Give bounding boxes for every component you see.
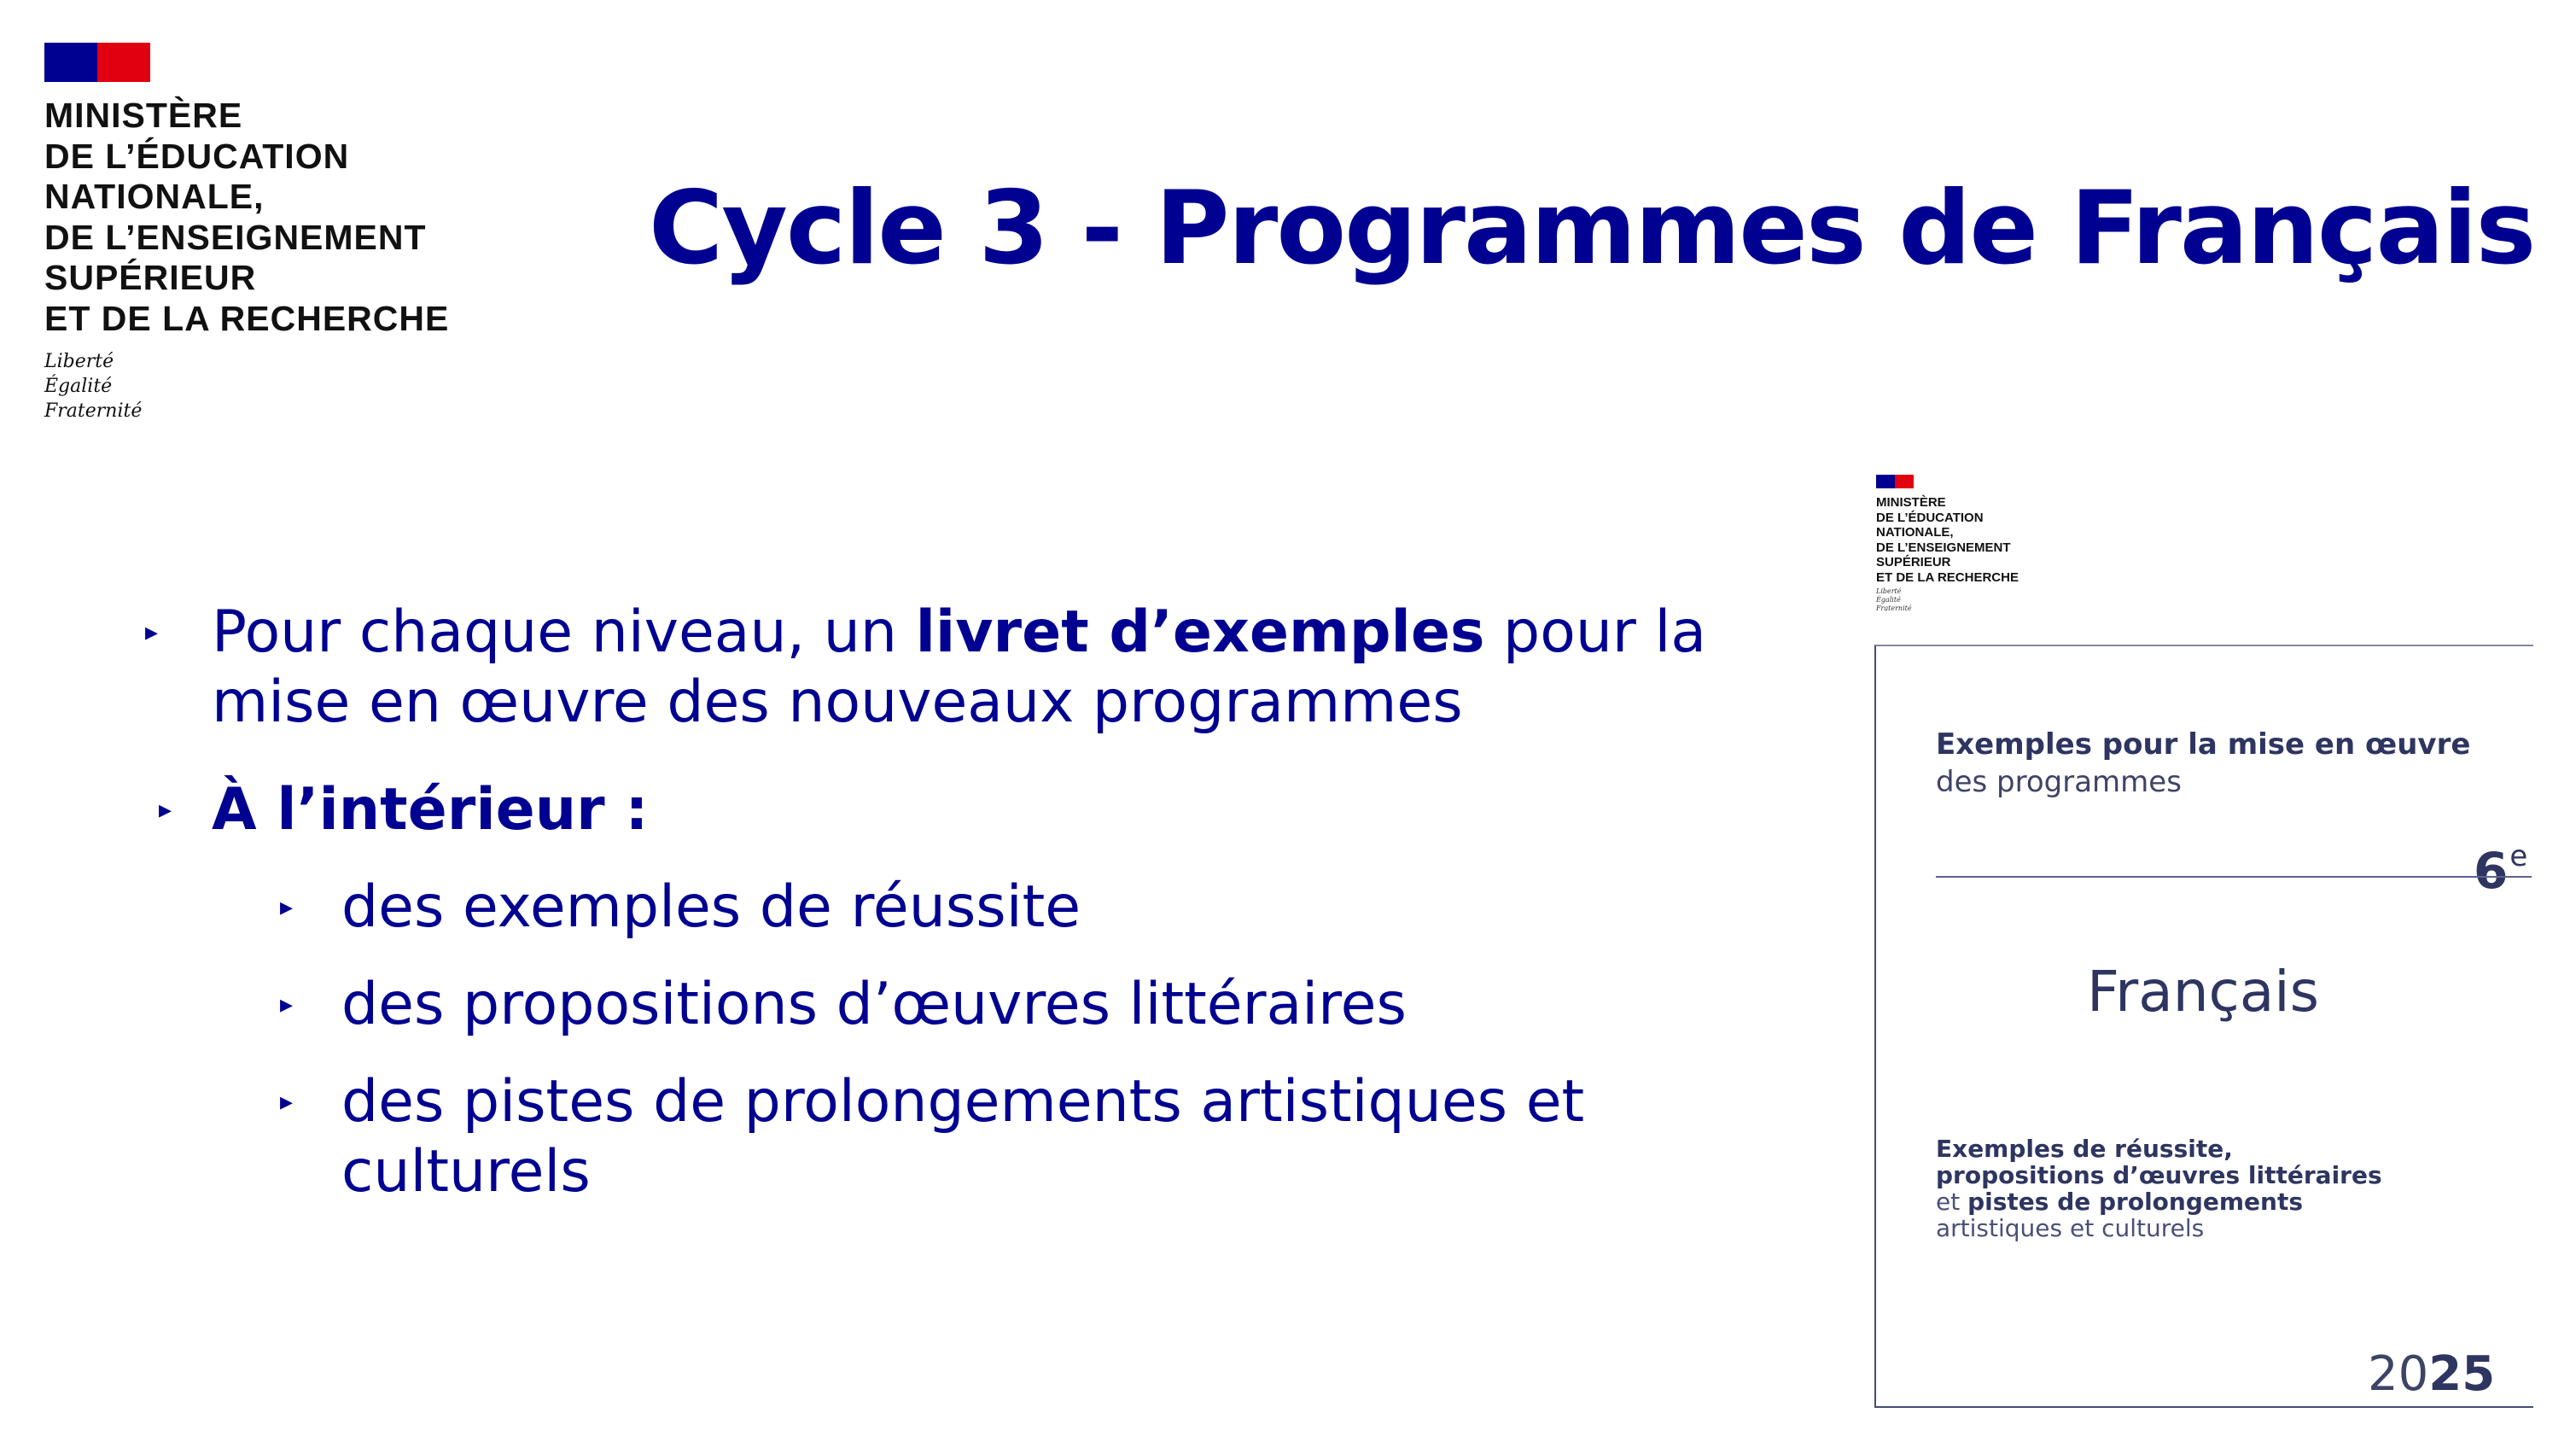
republic-motto: Liberté Égalité Fraternité (44, 351, 143, 422)
sub-bullet-item: ▸ des pistes de prolongements artistiques et culturels (280, 1068, 1585, 1206)
bullet-marker-icon: ▸ (280, 892, 294, 922)
cover-divider (1936, 876, 2532, 878)
bullet-marker-icon: ▸ (280, 1087, 294, 1117)
cover-ministry-name: MINISTÈRE DE L’ÉDUCATION NATIONALE, DE L’ENSEIGNEMENT SUPÉRIEUR ET DE LA RECHERCHE (1876, 495, 2019, 585)
bullet-item-livret: ▸ Pour chaque niveau, un livret d’exemples pour la mise en œuvre des nouveaux programmes (145, 598, 1707, 736)
bullet-marker-icon: ▸ (159, 795, 172, 825)
cover-year: 2025 (2368, 1346, 2496, 1402)
cover-republic-motto: Liberté Égalité Fraternité (1876, 587, 1912, 612)
marianne-flag-icon (1876, 475, 1914, 488)
bullet-marker-icon: ▸ (145, 617, 159, 647)
cover-description: Exemples de réussite, propositions d’œuvres littéraires et pistes de prolongements artistiques et culturels (1936, 1135, 2382, 1242)
emphasis-livret: livret d’exemples (915, 598, 1485, 666)
cover-subject: Français (2086, 959, 2320, 1025)
bullet-marker-icon: ▸ (280, 990, 294, 1019)
bullet-list (145, 598, 1792, 1207)
ministry-name: MINISTÈRE DE L’ÉDUCATION NATIONALE, DE L’ENSEIGNEMENT SUPÉRIEUR ET DE LA RECHERCHE (44, 96, 450, 338)
ministry-logo (44, 43, 449, 423)
bullet-item-interieur: ▸ À l’intérieur : (159, 776, 649, 844)
cover-heading: Exemples pour la mise en œuvre des programmes (1936, 727, 2471, 799)
sub-bullet-item: ▸ des propositions d’œuvres littéraires (280, 971, 1407, 1038)
cover-ministry-logo (1876, 475, 2019, 613)
page-title: Cycle 3 - Programmes de Français (649, 170, 2535, 288)
sub-bullet-item: ▸ des exemples de réussite (280, 873, 1081, 941)
cover-grade-level: 6e (2474, 839, 2528, 900)
marianne-flag-icon (44, 43, 150, 82)
